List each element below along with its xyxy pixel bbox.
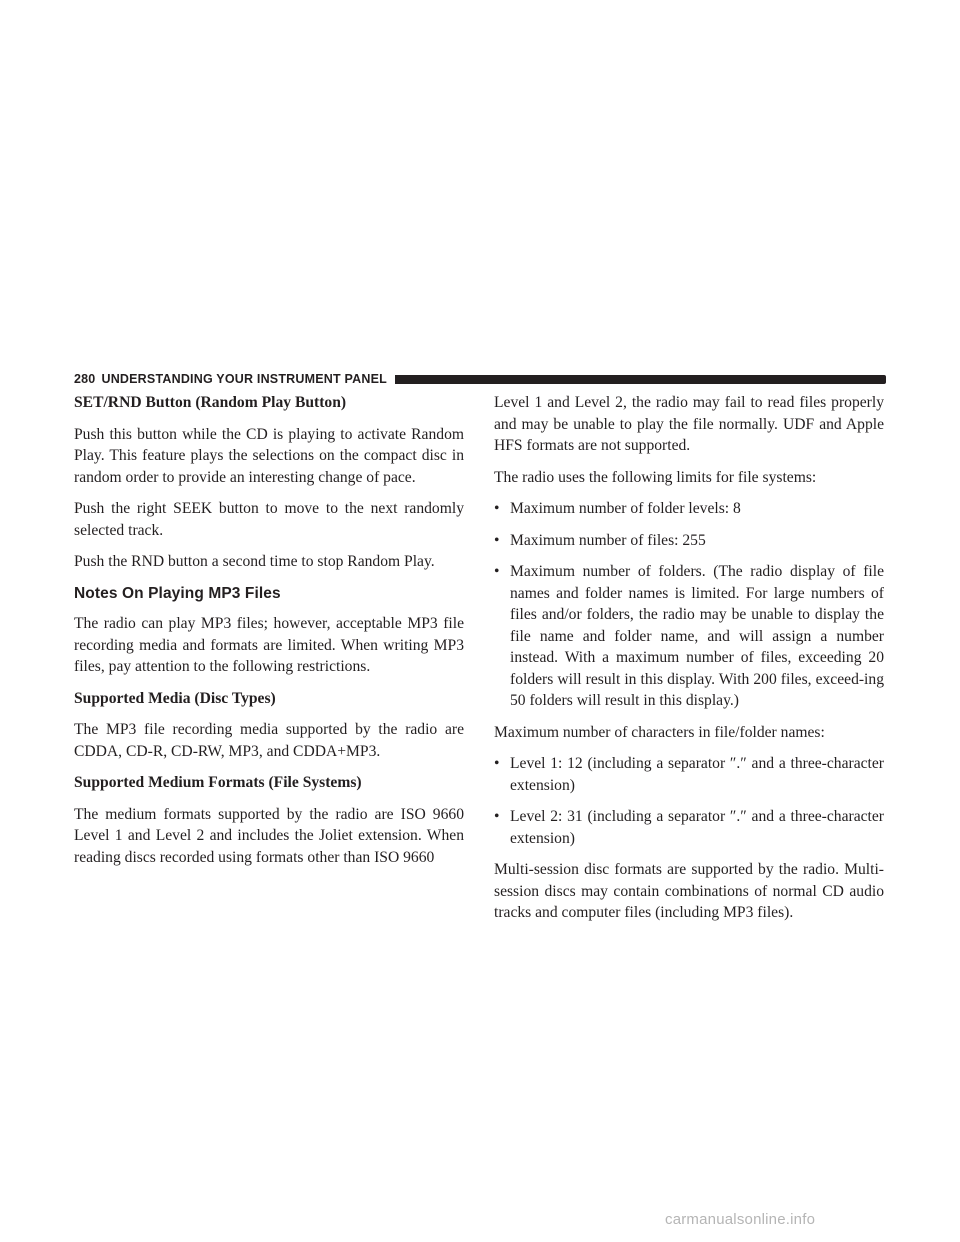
section-title: UNDERSTANDING YOUR INSTRUMENT PANEL bbox=[101, 372, 387, 386]
mp3-notes-heading: Notes On Playing MP3 Files bbox=[74, 584, 281, 602]
limits-list bbox=[494, 498, 884, 712]
left-column bbox=[74, 392, 464, 878]
supported-media-heading: Supported Media (Disc Types) bbox=[74, 689, 276, 707]
limits-list-item: • Maximum number of files: 255 bbox=[494, 530, 884, 552]
limits-intro: The radio uses the following limits for file systems: bbox=[494, 468, 817, 486]
set-rnd-paragraph-1: Push this button while the CD is playing to activate Random Play. This feature plays the selections on the compact disc in random order to provide an interesting change of pace. bbox=[74, 425, 464, 486]
set-rnd-paragraph-2: Push the right SEEK button to move to the next randomly selected track. bbox=[74, 500, 464, 539]
chars-intro: Maximum number of characters in file/folder names: bbox=[494, 723, 825, 741]
set-rnd-paragraph-3: Push the RND button a second time to stop Random Play. bbox=[74, 553, 435, 570]
limits-list-item: • Maximum number of folders. (The radio display of file names and folder names is limited. For large numbers of files and/or folders, the radio may be unable to display the file name and folder name, and will assign a number instead. With a maximum number of files, exceeding 20 folders will result in this display. With 200 files, exceed-ing 50 folders will result in this display.) bbox=[494, 561, 884, 712]
right-column bbox=[494, 392, 884, 934]
set-rnd-heading: SET/RND Button (Random Play Button) bbox=[74, 394, 347, 411]
chars-list-item: • Level 1: 12 (including a separator ″.″ and a three-character extension) bbox=[494, 753, 884, 796]
page-number: 280 bbox=[74, 372, 96, 386]
supported-formats-paragraph: The medium formats supported by the radio are ISO 9660 Level 1 and Level 2 and includes the Joliet extension. When reading discs recorded using formats other than ISO 9660 bbox=[74, 805, 464, 866]
header-rule bbox=[395, 375, 886, 384]
supported-formats-continued: Level 1 and Level 2, the radio may fail to read files properly and may be unable to play the file normally. UDF and Apple HFS formats are not supported. bbox=[494, 394, 884, 454]
chars-list-item: • Level 2: 31 (including a separator ″.″ and a three-character extension) bbox=[494, 806, 884, 849]
supported-media-paragraph: The MP3 file recording media supported by the radio are CDDA, CD-R, CD-RW, MP3, and CDDA+MP3. bbox=[74, 721, 464, 760]
supported-formats-heading: Supported Medium Formats (File Systems) bbox=[74, 774, 362, 791]
site-watermark: carmanualsonline.info bbox=[665, 1211, 816, 1228]
multisession-paragraph: Multi-session disc formats are supported by the radio. Multi-session discs may contain combinations of normal CD audio tracks and computer files (including MP3 files). bbox=[494, 861, 884, 921]
limits-list-item: • Maximum number of folder levels: 8 bbox=[494, 498, 884, 520]
chars-list bbox=[494, 753, 884, 849]
mp3-notes-paragraph: The radio can play MP3 files; however, acceptable MP3 file recording media and formats are limited. When writing MP3 files, pay attention to the following restrictions. bbox=[74, 615, 464, 675]
page-header bbox=[74, 371, 886, 387]
